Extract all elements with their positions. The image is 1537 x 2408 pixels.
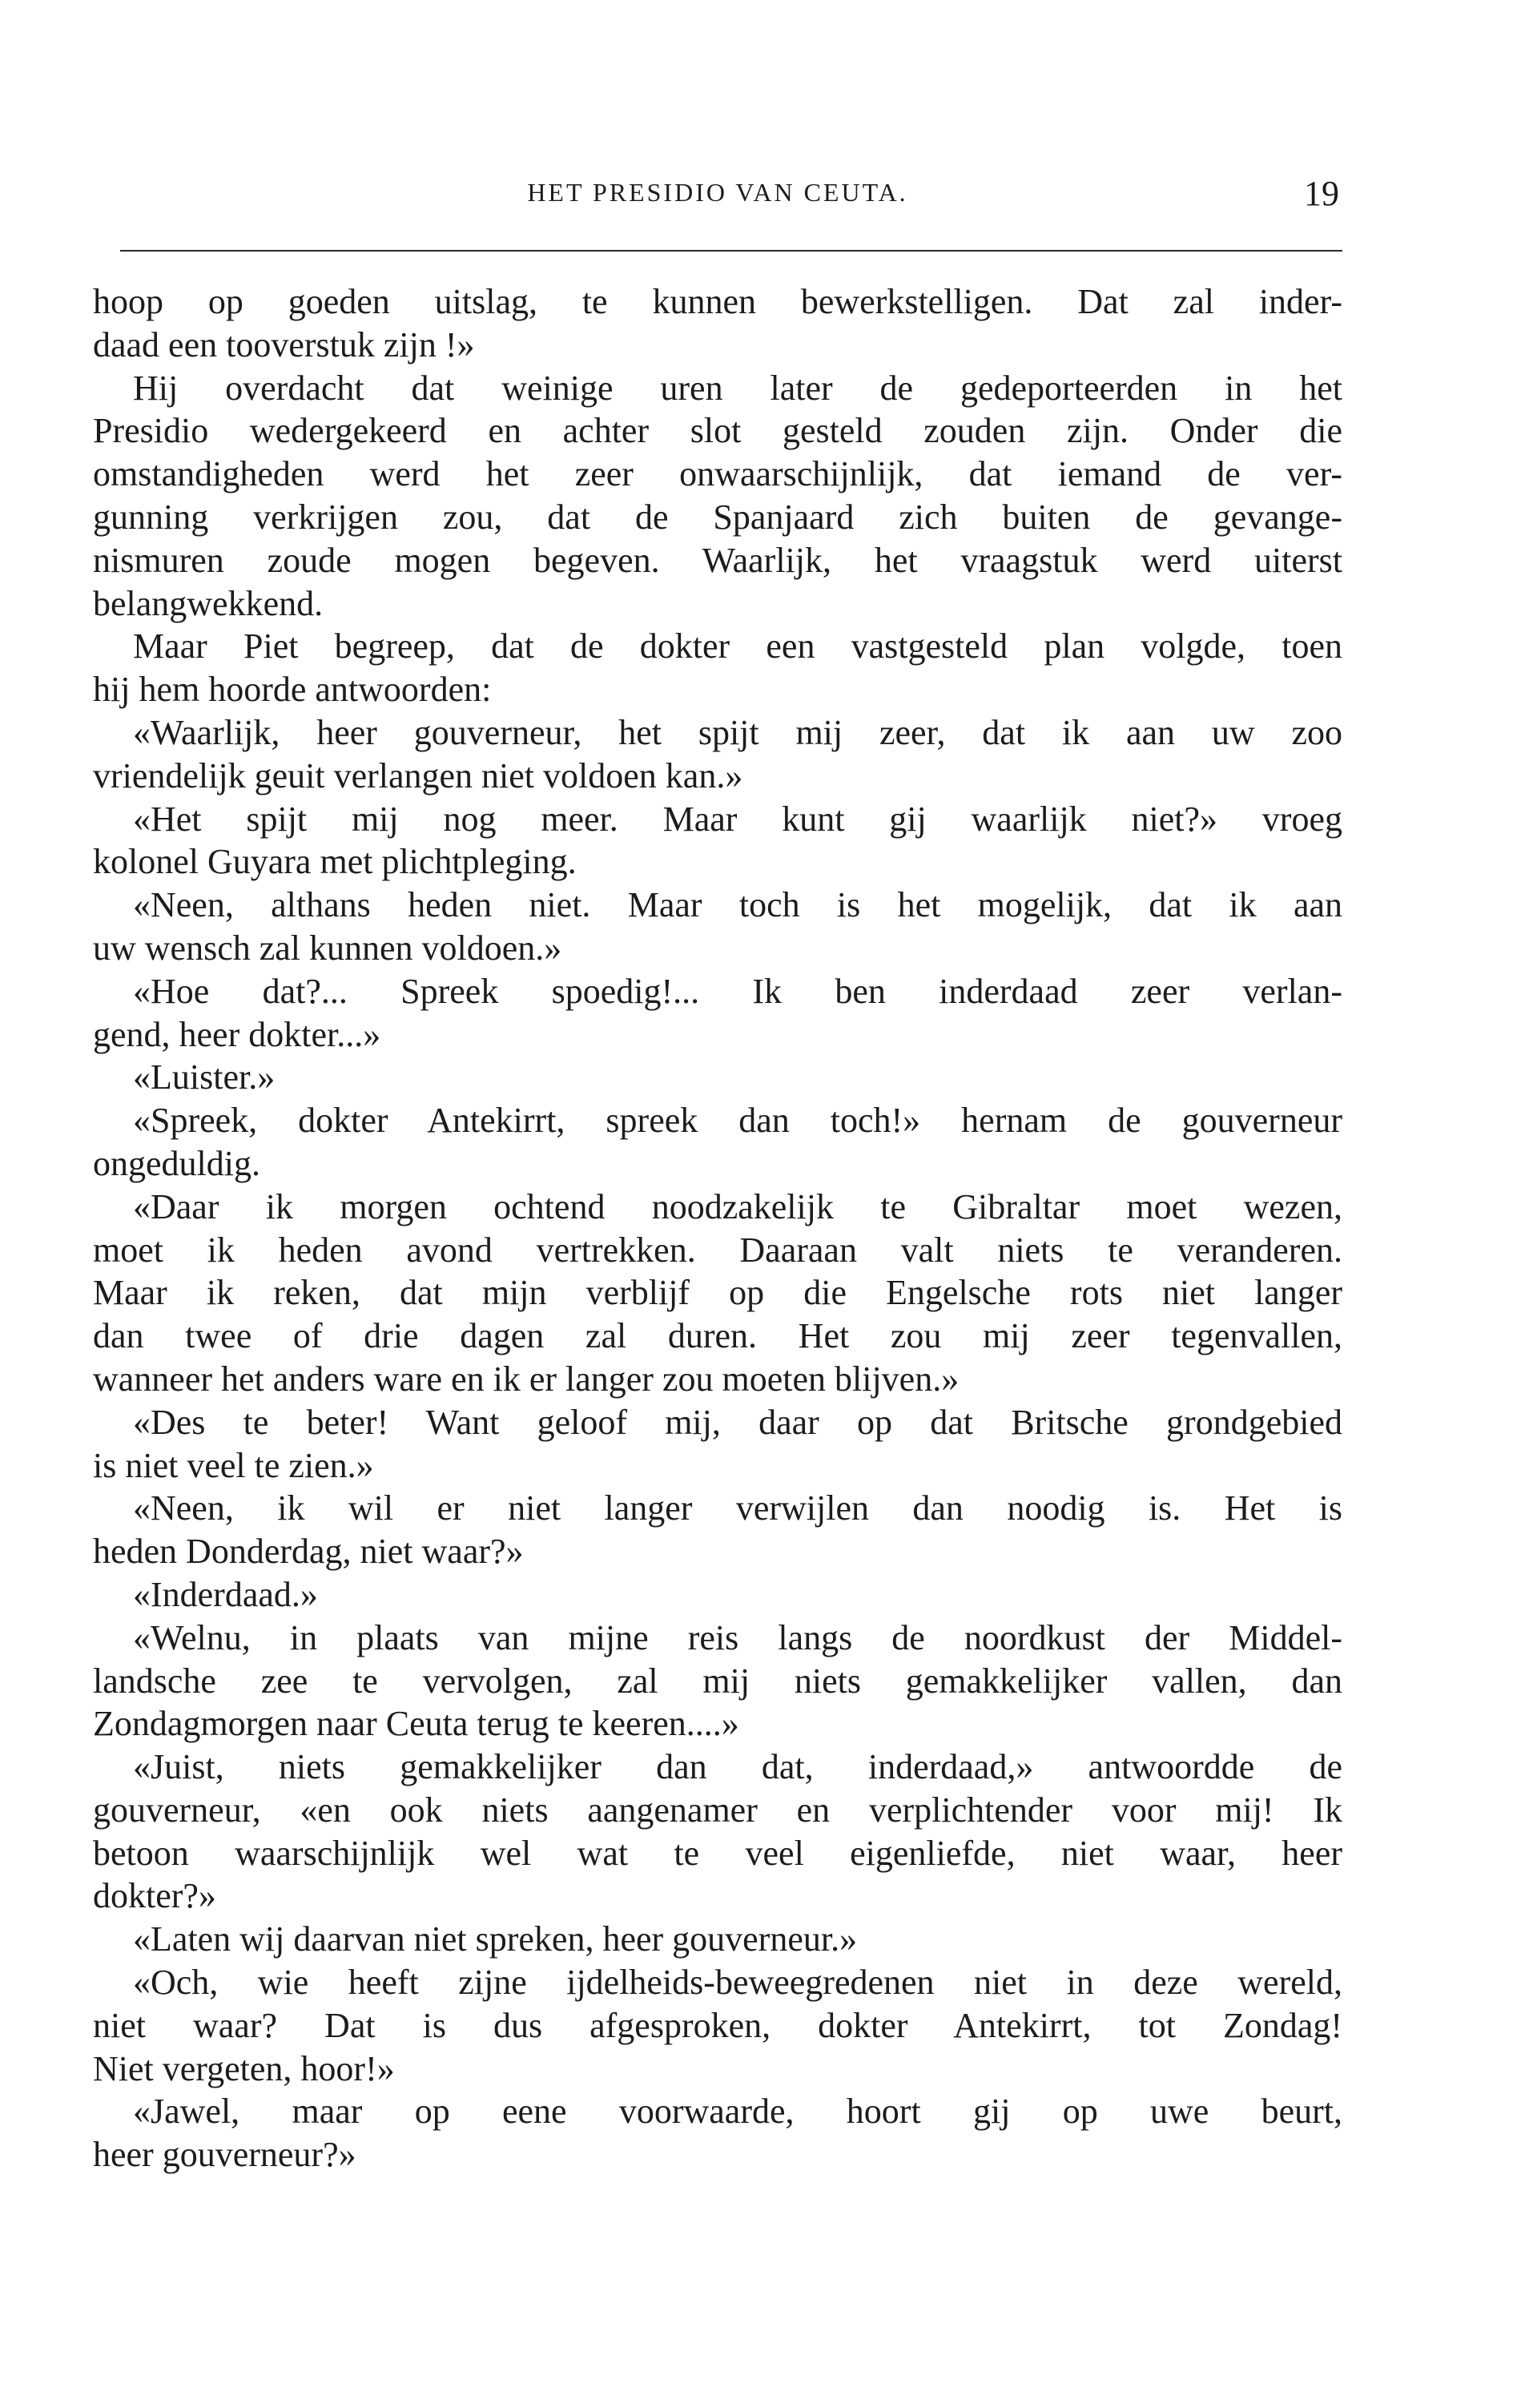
text-line: «Hoe dat?... Spreek spoedig!... Ik ben inderdaad zeer verlan- [133, 971, 1342, 1011]
text-line: betoon waarschijnlijk wel wat te veel eigenliefde, niet waar, heer [93, 1833, 1342, 1873]
text-line: Maar ik reken, dat mijn verblijf op die Engelsche rots niet langer [93, 1273, 1342, 1313]
text-line: «Juist, niets gemakkelijker dan dat, inderdaad,» antwoordde de [133, 1747, 1342, 1787]
text-line: landsche zee te vervolgen, zal mij niets gemakkelijker vallen, dan [93, 1661, 1342, 1701]
text-line: Zondagmorgen naar Ceuta terug te keeren....» [93, 1704, 739, 1744]
text-line: vriendelijk geuit verlangen niet voldoen kan.» [93, 755, 743, 795]
text-line: Niet vergeten, hoor!» [93, 2048, 395, 2088]
text-line: gunning verkrijgen zou, dat de Spanjaard zich buiten de gevange- [93, 497, 1342, 537]
text-line: niet waar? Dat is dus afgesproken, dokter Antekirrt, tot Zondag! [93, 2005, 1342, 2045]
text-line: wanneer het anders ware en ik er langer zou moeten blijven.» [93, 1359, 960, 1399]
text-line: hoop op goeden uitslag, te kunnen bewerkstelligen. Dat zal inder- [93, 282, 1342, 321]
text-line: «Het spijt mij nog meer. Maar kunt gij waarlijk niet?» vroeg [133, 799, 1342, 839]
page-header [93, 174, 1342, 226]
text-line: Maar Piet begreep, dat de dokter een vastgesteld plan volgde, toen [133, 626, 1342, 666]
page-number: 19 [1304, 174, 1339, 213]
text-line: «Och, wie heeft zijne ijdelheids-beweegredenen niet in deze wereld, [133, 1963, 1342, 2003]
text-line: nismuren zoude mogen begeven. Waarlijk, het vraagstuk werd uiterst [93, 540, 1342, 580]
text-line: Presidio wedergekeerd en achter slot gesteld zouden zijn. Onder die [93, 411, 1342, 451]
text-line: «Neen, ik wil er niet langer verwijlen dan noodig is. Het is [133, 1488, 1342, 1528]
text-line: «Laten wij daarvan niet spreken, heer gouverneur.» [133, 1919, 858, 1959]
text-line: «Inderdaad.» [133, 1574, 318, 1614]
text-line: gouverneur, «en ook niets aangenamer en verplichtender voor mij! Ik [93, 1790, 1342, 1830]
text-line: hij hem hoorde antwoorden: [93, 670, 492, 710]
text-line: heer gouverneur?» [93, 2135, 356, 2175]
text-line: uw wensch zal kunnen voldoen.» [93, 928, 562, 968]
text-line: gend, heer dokter...» [93, 1014, 381, 1054]
text-line: «Jawel, maar op eene voorwaarde, hoort gij op uwe beurt, [133, 2092, 1342, 2132]
text-line: omstandigheden werd het zeer onwaarschijnlijk, dat iemand de ver- [93, 454, 1342, 494]
text-line: «Neen, althans heden niet. Maar toch is het mogelijk, dat ik aan [133, 885, 1342, 925]
text-line: «Welnu, in plaats van mijne reis langs de noordkust der Middel- [133, 1617, 1342, 1657]
text-line: kolonel Guyara met plichtpleging. [93, 842, 577, 882]
text-line: «Des te beter! Want geloof mij, daar op dat Britsche grondgebied [133, 1402, 1342, 1442]
text-line: «Waarlijk, heer gouverneur, het spijt mij zeer, dat ik aan uw zoo [133, 712, 1342, 752]
text-line: ongeduldig. [93, 1143, 260, 1183]
text-line: «Luister.» [133, 1057, 276, 1097]
body-text [93, 280, 1342, 2176]
text-line: heden Donderdag, niet waar?» [93, 1532, 524, 1572]
text-line: is niet veel te zien.» [93, 1445, 374, 1485]
text-line: «Spreek, dokter Antekirrt, spreek dan toch!» hernam de gouverneur [133, 1101, 1342, 1141]
text-line: «Daar ik morgen ochtend noodzakelijk te Gibraltar moet wezen, [133, 1186, 1342, 1226]
text-line: belangwekkend. [93, 583, 324, 623]
text-line: moet ik heden avond vertrekken. Daaraan valt niets te veranderen. [93, 1230, 1342, 1270]
text-line: daad een tooverstuk zijn !» [93, 324, 475, 364]
text-line: dan twee of drie dagen zal duren. Het zou mij zeer tegenvallen, [93, 1316, 1342, 1356]
text-line: Hij overdacht dat weinige uren later de gedeporteerden in het [133, 368, 1342, 408]
header-rule [120, 250, 1342, 252]
text-line: dokter?» [93, 1876, 216, 1916]
running-title: HET PRESIDIO VAN CEUTA. [527, 178, 908, 207]
